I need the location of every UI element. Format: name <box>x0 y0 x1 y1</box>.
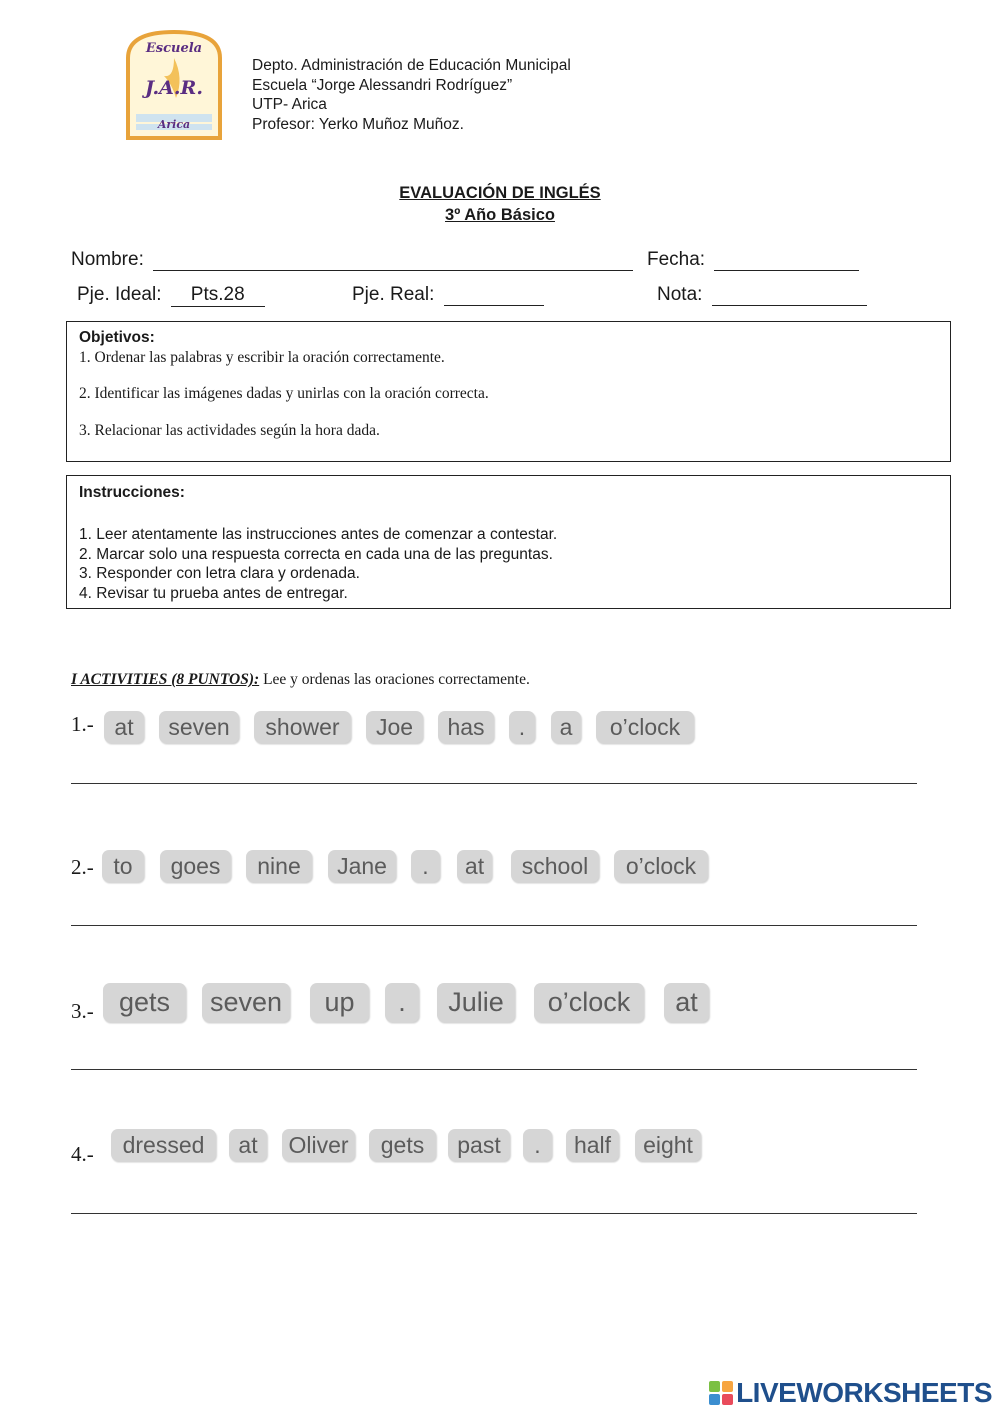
logo-initials: J.A.R. <box>145 77 203 99</box>
question-number: 4.- <box>71 1142 94 1166</box>
word-chip[interactable]: o’clock <box>614 850 708 882</box>
grade-row <box>657 284 867 306</box>
objectives-box <box>66 321 951 462</box>
objectives-heading: Objetivos: <box>79 329 155 346</box>
word-chip[interactable]: at <box>457 850 492 882</box>
instructions-heading: Instrucciones: <box>79 484 185 501</box>
objective-item: 1. Ordenar las palabras y escribir la oración correctamente. <box>79 349 445 366</box>
word-chip[interactable]: school <box>511 850 599 882</box>
answer-line[interactable] <box>71 925 917 926</box>
liveworksheets-logo-icon <box>709 1381 733 1405</box>
word-chip[interactable]: Jane <box>328 850 396 882</box>
word-chip[interactable]: . <box>385 983 419 1022</box>
word-chip[interactable]: eight <box>635 1129 701 1161</box>
name-label: Nombre: <box>71 249 144 270</box>
word-chip[interactable]: dressed <box>111 1129 216 1161</box>
word-chip[interactable]: goes <box>160 850 231 882</box>
word-chip[interactable]: at <box>664 983 709 1022</box>
grade-input-line[interactable] <box>712 287 867 306</box>
answer-line[interactable] <box>71 1069 917 1070</box>
word-chip[interactable]: Oliver <box>282 1129 355 1161</box>
instruction-item: 4. Revisar tu prueba antes de entregar. <box>79 584 348 602</box>
grade-label: Nota: <box>657 284 703 305</box>
real-score-label: Pje. Real: <box>352 284 435 305</box>
word-chip[interactable]: half <box>566 1129 619 1161</box>
school-header <box>252 56 571 134</box>
section-title <box>71 671 530 689</box>
word-chip[interactable]: gets <box>369 1129 436 1161</box>
real-score-row <box>352 284 544 306</box>
instruction-item: 2. Marcar solo una respuesta correcta en cada una de las preguntas. <box>79 545 553 563</box>
ideal-score-value: Pts.28 <box>171 284 265 307</box>
ideal-score-label: Pje. Ideal: <box>77 284 162 305</box>
word-chip[interactable]: seven <box>202 983 290 1022</box>
question-number: 2.- <box>71 855 94 879</box>
instructions-list <box>79 525 557 603</box>
word-chip[interactable]: . <box>411 850 440 882</box>
brand-name: LIVEWORKSHEETS <box>736 1377 992 1408</box>
word-chip[interactable]: at <box>104 711 144 743</box>
question-number: 3.- <box>71 999 94 1023</box>
word-chip[interactable]: a <box>551 711 581 743</box>
header-line: Escuela “Jorge Alessandri Rodríguez” <box>252 76 513 94</box>
word-chip[interactable]: past <box>448 1129 510 1161</box>
real-score-input-line[interactable] <box>444 287 544 306</box>
objective-item: 2. Identificar las imágenes dadas y unirlas con la oración correcta. <box>79 385 489 402</box>
section-instruction: Lee y ordenas las oraciones correctamente. <box>259 671 530 688</box>
objective-item: 3. Relacionar las actividades según la hora dada. <box>79 422 380 439</box>
word-chip[interactable]: shower <box>254 711 351 743</box>
word-chip[interactable]: seven <box>159 711 239 743</box>
instructions-box <box>66 475 951 609</box>
logo-bottom-text: Arica <box>157 118 191 131</box>
name-field-row <box>71 249 633 271</box>
instruction-item: 1. Leer atentamente las instrucciones antes de comenzar a contestar. <box>79 526 558 543</box>
date-input-line[interactable] <box>714 252 859 271</box>
word-chip[interactable]: to <box>102 850 144 882</box>
word-chip[interactable]: nine <box>246 850 312 882</box>
question-number: 1.- <box>71 712 94 736</box>
answer-line[interactable] <box>71 783 917 784</box>
page-title: EVALUACIÓN DE INGLÉS <box>399 184 601 202</box>
word-chip[interactable]: gets <box>103 983 186 1022</box>
word-chip[interactable]: has <box>438 711 494 743</box>
word-chip[interactable]: up <box>310 983 369 1022</box>
header-line: UTP- Arica <box>252 96 327 113</box>
instruction-item: 3. Responder con letra clara y ordenada. <box>79 565 360 582</box>
logo-top-text: Escuela <box>145 41 203 56</box>
header-line: Profesor: Yerko Muñoz Muñoz. <box>252 115 464 133</box>
word-chip[interactable]: o’clock <box>596 711 694 743</box>
word-chip[interactable]: at <box>229 1129 267 1161</box>
word-chip[interactable]: o’clock <box>534 983 644 1022</box>
word-chip[interactable]: . <box>509 711 535 743</box>
liveworksheets-brand[interactable] <box>709 1377 992 1409</box>
word-chip[interactable]: . <box>523 1129 552 1161</box>
ideal-score-row <box>77 284 265 307</box>
school-logo <box>122 28 226 142</box>
page-subtitle: 3º Año Básico <box>445 206 555 224</box>
answer-line[interactable] <box>71 1213 917 1214</box>
date-label: Fecha: <box>647 249 706 270</box>
section-lead: I ACTIVITIES (8 PUNTOS): <box>71 671 260 688</box>
word-chip[interactable]: Julie <box>437 983 515 1022</box>
word-chip[interactable]: Joe <box>366 711 423 743</box>
header-line: Depto. Administración de Educación Municipal <box>252 57 571 74</box>
date-field-row <box>647 249 859 271</box>
name-input-line[interactable] <box>153 252 633 271</box>
